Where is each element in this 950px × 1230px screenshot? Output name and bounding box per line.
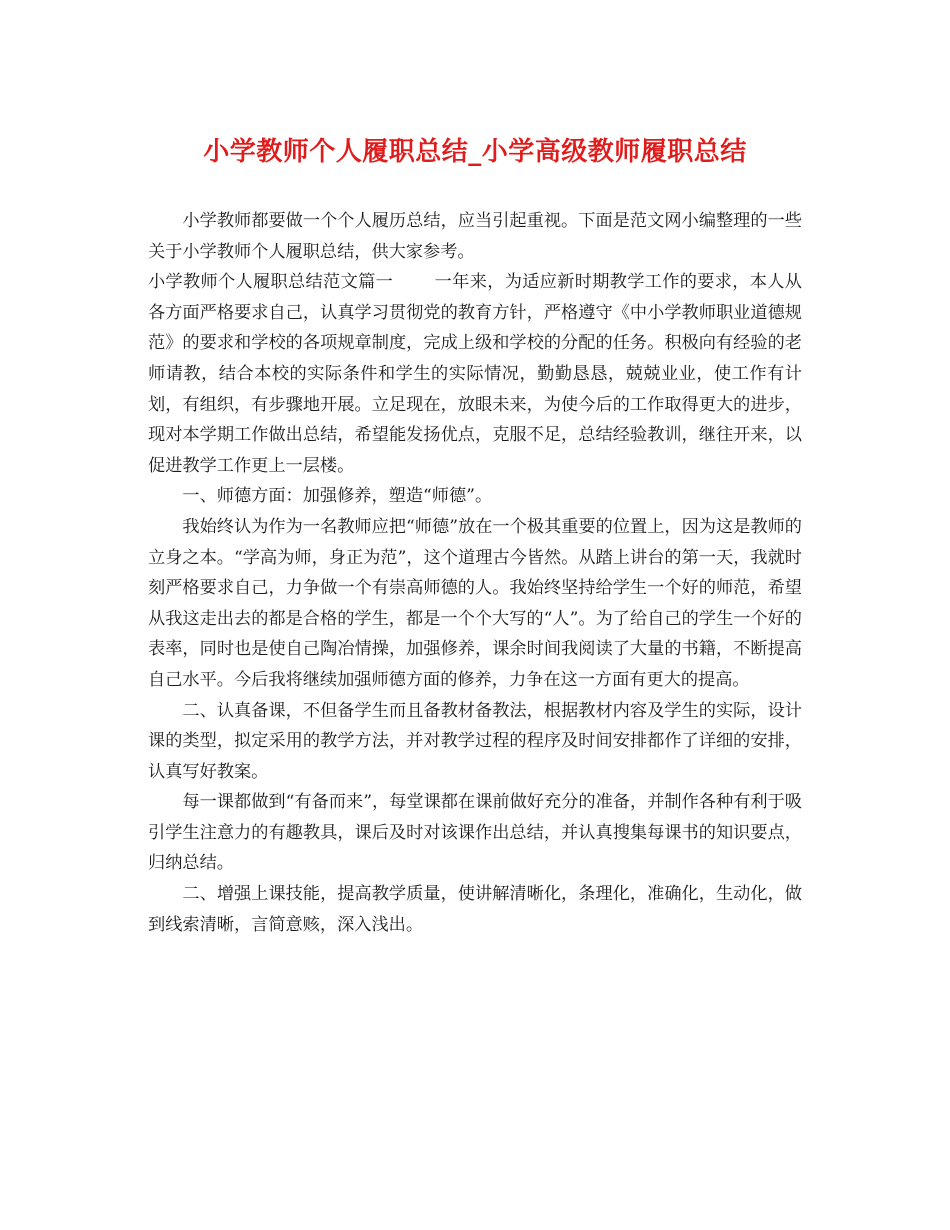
paragraph-ethics-body: 我始终认为作为一名教师应把“师德”放在一个极其重要的位置上，因为这是教师的立身之本。“学高为师，身正为范”，这个道理古今皆然。从踏上讲台的第一天，我就时刻严格要求自己，力争做一个有崇高师德的人。我始终坚持给学生一个好的师范，希望从我这走出去的都是合格的学生，都是一个个大写的“人”。为了给自己的学生一个好的表率，同时也是使自己陶冶情操，加强修养，课余时间我阅读了大量的书籍，不断提高自己水平。今后我将继续加强师德方面的修养，力争在这一方面有更大的提高。 (148, 516, 802, 690)
document-body (148, 206, 802, 940)
document-title: 小学教师个人履职总结_小学高级教师履职总结 (203, 137, 747, 167)
section-paragraph (148, 267, 802, 481)
intro-paragraph: 小学教师都要做一个个人履历总结，应当引起重视。下面是范文网小编整理的一些关于小学教师个人履职总结，供大家参考。 (148, 211, 802, 262)
section-heading: 小学教师个人履职总结范文篇一 (148, 272, 394, 293)
section-body: 一年来，为适应新时期教学工作的要求，本人从各方面严格要求自己，认真学习贯彻党的教育方针，严格遵守《中小学教师职业道德规范》的要求和学校的各项规章制度，完成上级和学校的分配的任务。积极向有经验的老师请教，结合本校的实际条件和学生的实际情况，勤勤恳恳，兢兢业业，使工作有计划，有组织，有步骤地开展。立足现在，放眼未来，为使今后的工作取得更大的进步，现对本学期工作做出总结，希望能发扬优点，克服不足，总结经验教训，继往开来，以促进教学工作更上一层楼。 (148, 272, 802, 476)
paragraph-lesson-prep: 二、认真备课，不但备学生而且备教材备教法，根据教材内容及学生的实际，设计课的类型，拟定采用的教学方法，并对教学过程的程序及时间安排都作了详细的安排，认真写好教案。 (148, 700, 802, 782)
paragraph-ethics-heading: 一、师德方面：加强修养，塑造“师德”。 (182, 486, 493, 507)
paragraph-preparation: 每一课都做到“有备而来”，每堂课都在课前做好充分的准备，并制作各种有利于吸引学生注意力的有趣教具，课后及时对该课作出总结，并认真搜集每课书的知识要点，归纳总结。 (148, 792, 802, 874)
paragraph-teaching-skills: 二、增强上课技能，提高教学质量，使讲解清晰化，条理化，准确化，生动化，做到线索清晰，言简意赅，深入浅出。 (148, 884, 802, 935)
